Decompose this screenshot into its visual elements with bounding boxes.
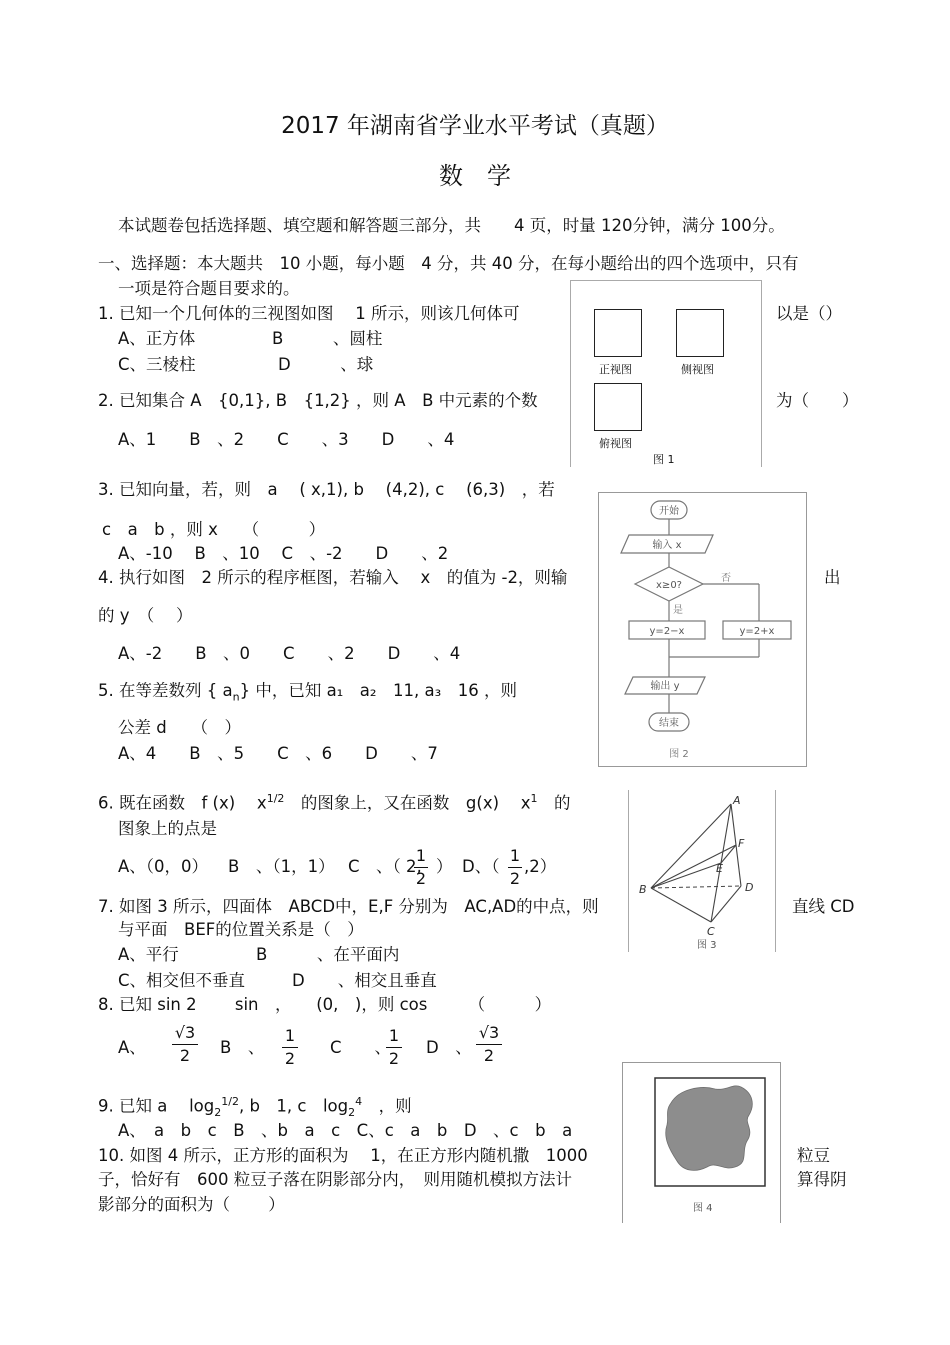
q4-stem-end: 出 [824, 568, 841, 587]
flow-output: 输出 y [650, 681, 680, 692]
section1-heading: 一、选择题：本大题共 10 小题，每小题 4 分，共 40 分，在每小题给出的四个选项中，只有 [98, 254, 799, 273]
q6-stem: 6. 既在函数 f (x) $x^{1/2}$ 的图象上，又在函数 g(x) $x^1$ 的 [98, 792, 571, 813]
q7-option-a: A、平行 [118, 945, 179, 964]
q1-stem: 1. 已知一个几何体的三视图如图 1 所示，则该几何体可 [98, 304, 520, 323]
figure-1 [570, 280, 762, 467]
flow-right-box: y=2+x [739, 626, 775, 637]
q3-stem2: c a b ，则 x （ ） [102, 520, 326, 539]
figure-3 [628, 790, 776, 952]
q2-stem: 2. 已知集合 A {0,1}, B {1,2} ，则 A B 中元素的个数 [98, 391, 538, 410]
flow-end: 结束 [659, 718, 679, 729]
figure-2 [598, 492, 807, 767]
q1-option-d: D 、球 [278, 355, 374, 374]
q10-line1-end: 粒豆 [797, 1146, 830, 1165]
flow-no-label: 否 [721, 573, 731, 584]
q6-stem2: 图象上的点是 [118, 819, 217, 838]
front-view-square [594, 309, 642, 357]
q7-option-b: B 、在平面内 [256, 945, 400, 964]
q9-options: A、 a b c B 、b a c C、c a b D 、c b a [118, 1121, 573, 1140]
q9-stem: 9. 已知 a $\log_2^{1/2}$, b 1, c $\log_2^4$ ，则 [98, 1095, 412, 1119]
q8-fraction-d: √3 2 [476, 1023, 502, 1066]
top-view-square [594, 383, 642, 431]
vertex-d: D [745, 881, 754, 894]
figure-2-caption: 图 2 [669, 749, 689, 760]
intro-text: 本试题卷包括选择题、填空题和解答题三部分，共 4 页，时量 120分钟，满分 100分。 [118, 216, 785, 235]
vertex-c: C [707, 925, 715, 938]
shaded-square-diagram [623, 1063, 780, 1223]
flow-input: 输入 x [652, 540, 682, 551]
section1-heading-cont: 一项是符合题目要求的。 [118, 279, 300, 298]
q10-line2-end: 算得阴 [797, 1170, 847, 1189]
figure-4-caption: 图 4 [693, 1203, 713, 1214]
q1-stem-end: 以是（） [776, 304, 842, 323]
shaded-region [666, 1086, 753, 1171]
flow-condition: x≥0? [656, 580, 682, 591]
q7-stem2: 与平面 BEF的位置关系是（ ） [118, 920, 364, 939]
q6-option-c-end: ） [436, 857, 453, 876]
q5-stem: 5. 在等差数列 { $a_n$} 中，已知 a₁ a₂ 11, a₃ 16 ，则 [98, 681, 517, 704]
q1-option-b: B 、圆柱 [272, 329, 383, 348]
q8-fraction-a: √3 2 [172, 1023, 198, 1066]
flow-yes-label: 是 [673, 605, 683, 616]
q4-options: A、-2 B 、0 C 、2 D 、4 [118, 644, 461, 663]
figure-4 [622, 1062, 781, 1223]
q8-option-c: C 、 [330, 1038, 392, 1057]
subject-title: 数 学 [439, 162, 511, 190]
q6-option-a: A、（0，0） [118, 857, 209, 876]
q4-stem: 4. 执行如图 2 所示的程序框图，若输入 x 的值为 -2，则输 [98, 568, 568, 587]
q10-line3: 影部分的面积为（ ） [98, 1195, 285, 1214]
q8-fraction-c: 1 2 [386, 1026, 402, 1069]
flow-start: 开始 [659, 506, 679, 517]
q7-option-c: C、相交但不垂直 [118, 971, 246, 990]
q3-options: A、-10 B 、10 C 、-2 D 、2 [118, 544, 449, 563]
q8-fraction-b: 1 2 [282, 1026, 298, 1069]
page-title: 2017 年湖南省学业水平考试（真题） [281, 113, 669, 139]
q8-option-d: D 、 [426, 1038, 472, 1057]
q3-stem: 3. 已知向量，若，则 a ( x,1), b (4,2), c (6,3) ，若 [98, 480, 555, 499]
q2-stem-end: 为（ ） [776, 391, 859, 410]
point-e: E [716, 862, 723, 875]
tetrahedron-diagram [629, 790, 775, 952]
q7-option-d: D 、相交且垂直 [292, 971, 437, 990]
q1-option-a: A、正方体 [118, 329, 196, 348]
side-view-square [676, 309, 724, 357]
q10-line1: 10. 如图 4 所示，正方形的面积为 1，在正方形内随机撒 1000 [98, 1146, 588, 1165]
point-f: F [738, 837, 745, 850]
q6-option-d: D、（ [462, 857, 500, 876]
q8-stem: 8. 已知 sin 2 sin ， (0, )，则 cos （ ） [98, 995, 552, 1014]
q7-stem-end: 直线 CD [792, 897, 855, 916]
front-view-label: 正视图 [599, 363, 632, 376]
q4-stem2: 的 y （ ） [98, 606, 193, 625]
top-view-label: 俯视图 [599, 437, 632, 450]
flowchart [599, 493, 806, 766]
q6-option-b: B 、（1，1） [228, 857, 335, 876]
q5-options: A、4 B 、5 C 、6 D 、7 [118, 744, 438, 763]
q1-option-c: C、三棱柱 [118, 355, 196, 374]
figure-3-caption: 图 3 [697, 940, 717, 951]
q8-option-a: A、 [118, 1038, 146, 1057]
side-view-label: 侧视图 [681, 363, 714, 376]
q2-options: A、1 B 、2 C 、3 D 、4 [118, 430, 455, 449]
q6-fraction-d: 1 2 [509, 846, 521, 888]
q6-option-d-end: ,2） [524, 857, 557, 876]
q8-option-b: B 、 [220, 1038, 265, 1057]
q10-line2: 子，恰好有 600 粒豆子落在阴影部分内， 则用随机模拟方法计 [98, 1170, 572, 1189]
figure-1-caption: 图 1 [653, 453, 675, 466]
vertex-a: A [733, 794, 741, 807]
q7-stem: 7. 如图 3 所示，四面体 ABCD中，E,F 分别为 AC,AD的中点，则 [98, 897, 599, 916]
q5-stem2: 公差 d （ ） [118, 718, 241, 737]
q6-option-c: C 、（ 2, [348, 857, 422, 876]
flow-left-box: y=2−x [649, 626, 685, 637]
vertex-b: B [639, 883, 647, 896]
q6-fraction-c: 1 2 [415, 846, 427, 888]
